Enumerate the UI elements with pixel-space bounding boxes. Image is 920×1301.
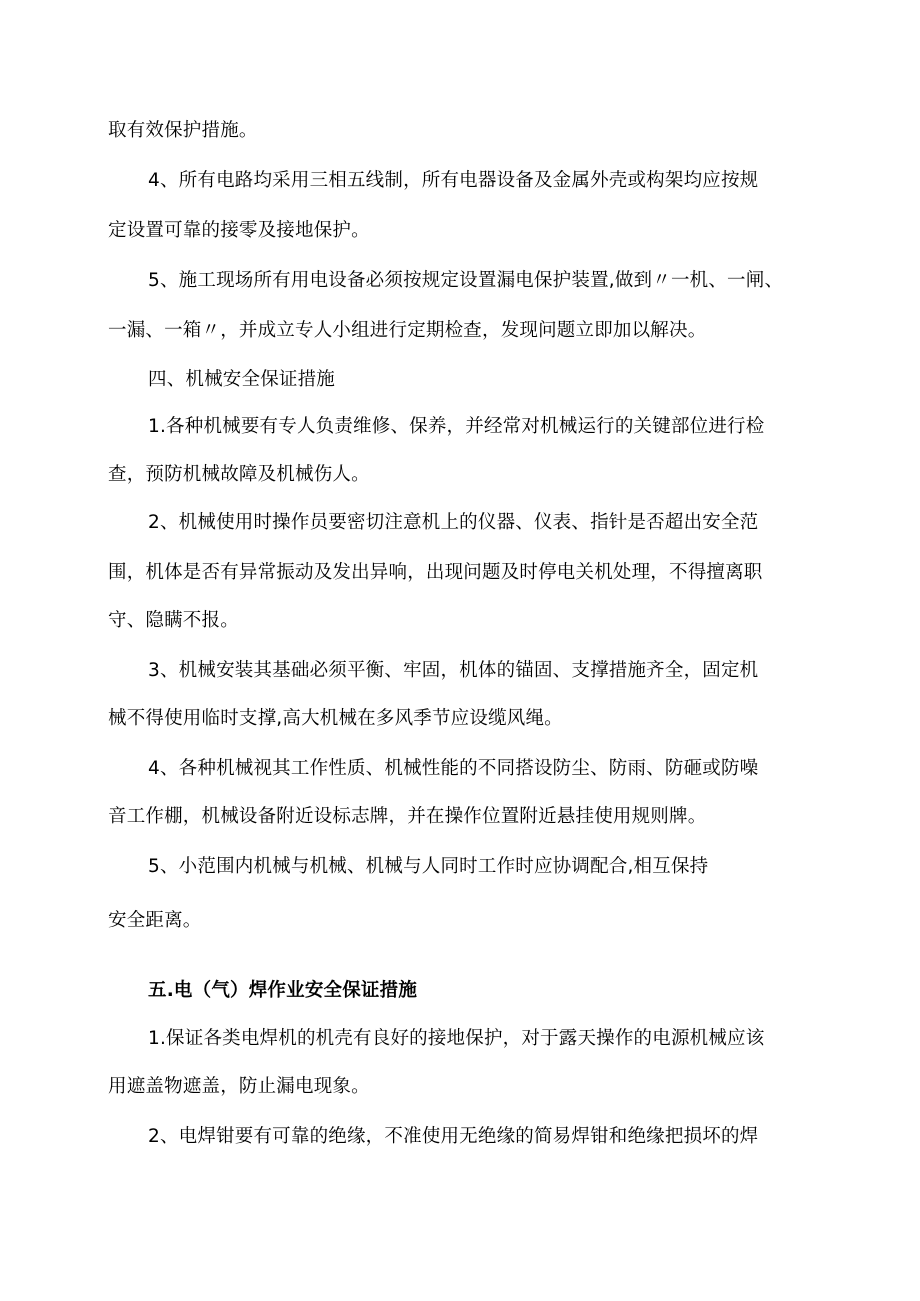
paragraph-line: 安全距离。 (108, 910, 202, 931)
paragraph-line: 2、电焊钳要有可靠的绝缘，不准使用无绝缘的简易焊钳和绝缘把损坏的焊 (148, 1126, 759, 1147)
paragraph-line: 取有效保护措施。 (108, 120, 258, 141)
paragraph-line: 定设置可靠的接零及接地保护。 (108, 220, 370, 241)
paragraph-line: 5、施工现场所有用电设备必须按规定设置漏电保护装置,做到〃一机、一闸、 (148, 270, 784, 291)
paragraph-line: 用遮盖物遮盖，防止漏电现象。 (108, 1076, 370, 1097)
paragraph-line: 一漏、一箱〃，并成立专人小组进行定期检查，发现问题立即加以解决。 (108, 320, 707, 341)
paragraph-line: 查，预防机械故障及机械伤人。 (108, 464, 370, 485)
paragraph-line: 4、各种机械视其工作性质、机械性能的不同搭设防尘、防雨、防砸或防噪 (148, 758, 759, 779)
paragraph-line: 2、机械使用时操作员要密切注意机上的仪器、仪表、指针是否超出安全范 (148, 512, 759, 533)
paragraph-line: 3、机械安装其基础必须平衡、牢固，机体的锚固、支撑措施齐全，固定机 (148, 660, 759, 681)
paragraph-line: 4、所有电路均采用三相五线制，所有电器设备及金属外壳或构架均应按规 (148, 170, 759, 191)
paragraph-line: 1.各种机械要有专人负责维修、保养，并经常对机械运行的关键部位进行检 (148, 416, 765, 437)
section-heading: 五.电（气）焊作业安全保证措施 (148, 980, 418, 1001)
paragraph-line: 械不得使用临时支撑,高大机械在多风季节应设缆风绳。 (108, 708, 563, 729)
paragraph-line: 守、隐瞒不报。 (108, 610, 239, 631)
section-heading: 四、机械安全保证措施 (148, 369, 336, 390)
paragraph-line: 5、小范围内机械与机械、机械与人同时工作时应协调配合,相互保持 (148, 856, 709, 877)
paragraph-line: 1.保证各类电焊机的机壳有良好的接地保护，对于露天操作的电源机械应该 (148, 1028, 765, 1049)
paragraph-line: 音工作棚，机械设备附近设标志牌，并在操作位置附近悬挂使用规则牌。 (108, 806, 707, 827)
paragraph-line: 围，机体是否有异常振动及发出异响，出现问题及时停电关机处理，不得擅离职 (108, 562, 763, 583)
